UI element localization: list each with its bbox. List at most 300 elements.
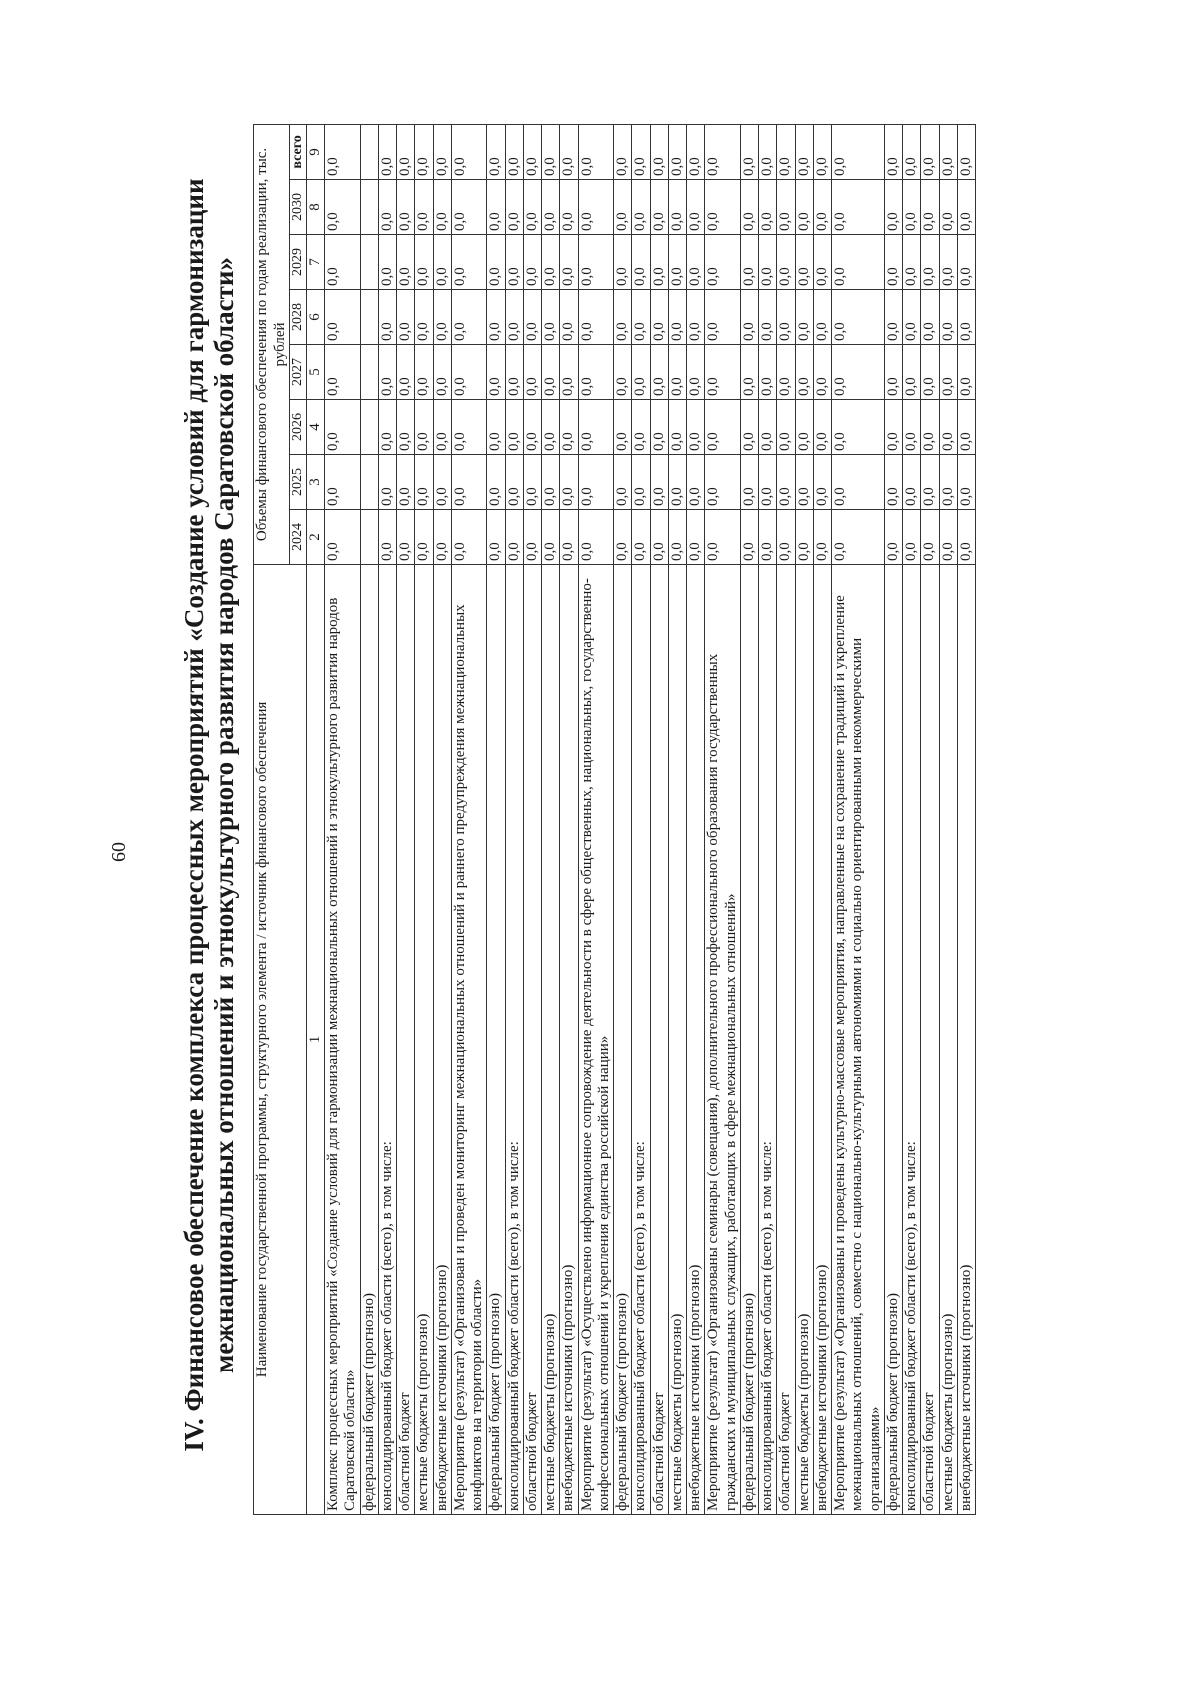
value-cell: 0,0: [378, 400, 396, 455]
row-label-cell: консолидированный бюджет области (всего), в том числе:: [903, 565, 921, 1515]
value-cell: 0,0: [903, 235, 921, 290]
value-cell: 0,0: [451, 455, 487, 510]
value-cell: 0,0: [921, 180, 939, 235]
value-cell: 0,0: [560, 345, 578, 400]
value-cell: 0,0: [740, 235, 758, 290]
value-cell: 0,0: [705, 124, 741, 179]
value-cell: 0,0: [777, 400, 795, 455]
value-cell: 0,0: [614, 400, 632, 455]
page-number: 60: [108, 842, 130, 862]
value-cell: 0,0: [832, 290, 885, 345]
value-cell: 0,0: [487, 290, 505, 345]
value-cell: 0,0: [884, 124, 902, 179]
value-cell: 0,0: [813, 400, 831, 455]
table-row: [939, 124, 957, 1514]
value-cell: 0,0: [884, 510, 902, 565]
value-cell: 0,0: [397, 345, 415, 400]
value-cell: 0,0: [650, 235, 668, 290]
value-cell: 0,0: [740, 180, 758, 235]
row-label-cell: областной бюджет: [397, 565, 415, 1515]
value-cell: 0,0: [560, 510, 578, 565]
value-cell: 0,0: [650, 290, 668, 345]
value-cell: 0,0: [921, 455, 939, 510]
value-cell: 0,0: [487, 345, 505, 400]
value-cell: 0,0: [705, 345, 741, 400]
value-cell: 0,0: [957, 180, 975, 235]
value-cell: 0,0: [939, 180, 957, 235]
value-cell: 0,0: [325, 345, 361, 400]
value-cell: 0,0: [451, 124, 487, 179]
value-cell: 0,0: [614, 345, 632, 400]
value-cell: 0,0: [614, 455, 632, 510]
table-row: [903, 124, 921, 1514]
value-cell: 0,0: [921, 235, 939, 290]
column-number-cell: 3: [306, 455, 324, 510]
value-cell: 0,0: [939, 400, 957, 455]
value-cell: 0,0: [957, 235, 975, 290]
value-cell: 0,0: [505, 455, 523, 510]
value-cell: 0,0: [687, 124, 705, 179]
value-cell: 0,0: [397, 290, 415, 345]
value-cell: 0,0: [795, 235, 813, 290]
value-cell: 0,0: [921, 124, 939, 179]
value-cell: 0,0: [650, 400, 668, 455]
value-cell: 0,0: [903, 124, 921, 179]
value-cell: 0,0: [487, 180, 505, 235]
table-row: [505, 124, 523, 1514]
row-label-cell: Мероприятие (результат) «Организованы и проведены культурно-массовые мероприятия, направленные на сохранение традиций и укрепление межнациональных отношений, совместно с национально-культурными автономиями и социально ориентированными некоммерческими организациями»: [832, 565, 885, 1515]
value-cell: 0,0: [705, 455, 741, 510]
value-cell: 0,0: [668, 455, 686, 510]
value-cell: 0,0: [523, 235, 541, 290]
value-cell: 0,0: [813, 235, 831, 290]
value-cell: 0,0: [415, 455, 433, 510]
year-header-cell: 2025: [289, 455, 306, 510]
value-cell: 0,0: [832, 400, 885, 455]
section-title-line-2: межнациональных отношений и этнокультурного развития народов Саратовской области»: [208, 257, 239, 1373]
value-cell: 0,0: [813, 345, 831, 400]
value-cell: 0,0: [415, 510, 433, 565]
year-header-cell: 2027: [289, 345, 306, 400]
value-cell: 0,0: [957, 455, 975, 510]
row-label-cell: консолидированный бюджет области (всего), в том числе:: [632, 565, 650, 1515]
value-cell: 0,0: [813, 455, 831, 510]
column-number-row: [306, 124, 324, 1514]
row-label-cell: Мероприятие (результат) «Организован и проведен мониторинг межнациональных отношений и раннего предупреждения межнациональных конфликтов на территории области»: [451, 565, 487, 1515]
table-row: [325, 124, 361, 1514]
value-cell: [360, 290, 378, 345]
row-label-cell: местные бюджеты (прогнозно): [542, 565, 560, 1515]
value-cell: 0,0: [687, 235, 705, 290]
value-cell: 0,0: [560, 180, 578, 235]
value-cell: 0,0: [487, 400, 505, 455]
value-cell: 0,0: [740, 510, 758, 565]
value-cell: 0,0: [378, 510, 396, 565]
value-cell: 0,0: [740, 290, 758, 345]
value-cell: 0,0: [740, 455, 758, 510]
value-cell: 0,0: [505, 290, 523, 345]
value-cell: 0,0: [650, 180, 668, 235]
value-cell: 0,0: [560, 455, 578, 510]
row-label-cell: местные бюджеты (прогнозно): [415, 565, 433, 1515]
row-label-cell: областной бюджет: [777, 565, 795, 1515]
value-cell: 0,0: [668, 235, 686, 290]
value-cell: 0,0: [884, 400, 902, 455]
row-label-cell: консолидированный бюджет области (всего), в том числе:: [759, 565, 777, 1515]
value-cell: 0,0: [795, 124, 813, 179]
value-cell: 0,0: [433, 400, 451, 455]
value-cell: 0,0: [542, 180, 560, 235]
value-cell: 0,0: [687, 400, 705, 455]
value-cell: 0,0: [705, 290, 741, 345]
row-label-cell: федеральный бюджет (прогнозно): [740, 565, 758, 1515]
column-number-cell: 5: [306, 345, 324, 400]
value-cell: [360, 455, 378, 510]
value-cell: 0,0: [795, 180, 813, 235]
value-cell: 0,0: [415, 180, 433, 235]
value-cell: 0,0: [397, 400, 415, 455]
value-cell: 0,0: [939, 455, 957, 510]
value-cell: 0,0: [523, 290, 541, 345]
value-cell: 0,0: [560, 124, 578, 179]
value-cell: 0,0: [759, 455, 777, 510]
value-cell: 0,0: [325, 400, 361, 455]
value-cell: 0,0: [705, 180, 741, 235]
value-cell: 0,0: [523, 124, 541, 179]
value-cell: 0,0: [903, 400, 921, 455]
value-cell: 0,0: [523, 180, 541, 235]
value-cell: 0,0: [957, 124, 975, 179]
table-row: [415, 124, 433, 1514]
value-cell: 0,0: [397, 124, 415, 179]
table-row: [687, 124, 705, 1514]
row-label-cell: внебюджетные источники (прогнозно): [560, 565, 578, 1515]
value-cell: 0,0: [832, 235, 885, 290]
table-row: [578, 124, 614, 1514]
value-cell: 0,0: [832, 455, 885, 510]
value-cell: 0,0: [378, 124, 396, 179]
value-cell: 0,0: [813, 510, 831, 565]
value-cell: 0,0: [505, 124, 523, 179]
table-row: [957, 124, 975, 1514]
table-row: [832, 124, 885, 1514]
value-cell: 0,0: [921, 510, 939, 565]
section-title: [180, 125, 239, 1515]
value-cell: 0,0: [668, 345, 686, 400]
value-cell: 0,0: [668, 180, 686, 235]
value-cell: 0,0: [832, 510, 885, 565]
value-cell: 0,0: [740, 400, 758, 455]
row-label-cell: Мероприятие (результат) «Осуществлено информационное сопровождение деятельности в сфере общественных, национальных, государственно-конфессиональных отношений и укрепления единства российской нации»: [578, 565, 614, 1515]
value-cell: 0,0: [505, 235, 523, 290]
row-label-cell: местные бюджеты (прогнозно): [795, 565, 813, 1515]
value-cell: 0,0: [415, 235, 433, 290]
value-cell: 0,0: [505, 180, 523, 235]
value-cell: 0,0: [777, 235, 795, 290]
column-number-cell: 2: [306, 510, 324, 565]
value-cell: 0,0: [632, 345, 650, 400]
value-cell: 0,0: [632, 290, 650, 345]
value-cell: 0,0: [325, 455, 361, 510]
value-cell: 0,0: [759, 345, 777, 400]
row-label-cell: Мероприятие (результат) «Организованы семинары (совещания), дополнительного профессионального образования государственных гражданских и муниципальных служащих, работающих в сфере межнациональных отношений»: [705, 565, 741, 1515]
value-cell: 0,0: [777, 455, 795, 510]
value-cell: 0,0: [542, 400, 560, 455]
value-cell: 0,0: [415, 400, 433, 455]
value-cell: [360, 235, 378, 290]
value-cell: 0,0: [433, 510, 451, 565]
header-volumes-cell: Объемы финансового обеспечения по годам реализации, тыс. рублей: [254, 124, 290, 564]
value-cell: 0,0: [668, 510, 686, 565]
table-row: [433, 124, 451, 1514]
row-label-cell: федеральный бюджет (прогнозно): [487, 565, 505, 1515]
value-cell: 0,0: [687, 455, 705, 510]
value-cell: 0,0: [939, 235, 957, 290]
value-cell: 0,0: [777, 290, 795, 345]
value-cell: 0,0: [740, 124, 758, 179]
table-row: [759, 124, 777, 1514]
value-cell: 0,0: [777, 180, 795, 235]
value-cell: 0,0: [705, 235, 741, 290]
column-number-cell: 8: [306, 180, 324, 235]
row-label-cell: областной бюджет: [921, 565, 939, 1515]
value-cell: 0,0: [813, 180, 831, 235]
value-cell: 0,0: [578, 345, 614, 400]
value-cell: 0,0: [921, 345, 939, 400]
value-cell: 0,0: [939, 510, 957, 565]
table-row: [451, 124, 487, 1514]
value-cell: 0,0: [939, 345, 957, 400]
value-cell: 0,0: [650, 455, 668, 510]
value-cell: 0,0: [650, 510, 668, 565]
value-cell: [360, 510, 378, 565]
value-cell: 0,0: [884, 455, 902, 510]
year-header-cell: 2024: [289, 510, 306, 565]
value-cell: 0,0: [560, 400, 578, 455]
value-cell: 0,0: [451, 180, 487, 235]
value-cell: 0,0: [487, 510, 505, 565]
value-cell: 0,0: [325, 235, 361, 290]
row-label-cell: консолидированный бюджет области (всего), в том числе:: [505, 565, 523, 1515]
value-cell: 0,0: [777, 510, 795, 565]
value-cell: 0,0: [903, 290, 921, 345]
value-cell: 0,0: [378, 235, 396, 290]
table-row: [921, 124, 939, 1514]
value-cell: 0,0: [542, 235, 560, 290]
value-cell: 0,0: [903, 510, 921, 565]
value-cell: 0,0: [759, 510, 777, 565]
value-cell: 0,0: [614, 235, 632, 290]
value-cell: 0,0: [813, 124, 831, 179]
value-cell: 0,0: [560, 290, 578, 345]
value-cell: 0,0: [325, 180, 361, 235]
value-cell: 0,0: [505, 400, 523, 455]
value-cell: 0,0: [740, 345, 758, 400]
value-cell: 0,0: [832, 124, 885, 179]
year-header-cell: 2028: [289, 290, 306, 345]
table-row: [397, 124, 415, 1514]
value-cell: 0,0: [523, 400, 541, 455]
table-row: [740, 124, 758, 1514]
value-cell: 0,0: [542, 455, 560, 510]
value-cell: 0,0: [451, 345, 487, 400]
value-cell: 0,0: [433, 124, 451, 179]
value-cell: 0,0: [759, 400, 777, 455]
column-number-cell: 7: [306, 235, 324, 290]
row-label-cell: федеральный бюджет (прогнозно): [614, 565, 632, 1515]
row-label-cell: областной бюджет: [523, 565, 541, 1515]
value-cell: 0,0: [433, 235, 451, 290]
value-cell: 0,0: [542, 290, 560, 345]
value-cell: 0,0: [433, 455, 451, 510]
value-cell: 0,0: [632, 180, 650, 235]
value-cell: 0,0: [650, 124, 668, 179]
value-cell: 0,0: [632, 235, 650, 290]
row-label-cell: федеральный бюджет (прогнозно): [884, 565, 902, 1515]
value-cell: 0,0: [378, 180, 396, 235]
financing-table: [253, 124, 976, 1515]
value-cell: 0,0: [795, 455, 813, 510]
value-cell: 0,0: [777, 124, 795, 179]
value-cell: 0,0: [523, 345, 541, 400]
value-cell: 0,0: [795, 345, 813, 400]
row-label-cell: внебюджетные источники (прогнозно): [433, 565, 451, 1515]
value-cell: 0,0: [397, 510, 415, 565]
value-cell: 0,0: [415, 124, 433, 179]
value-cell: [360, 180, 378, 235]
row-label-cell: Комплекс процессных мероприятий «Создание условий для гармонизации межнациональных отношений и этнокультурного развития народов Саратовской области»: [325, 565, 361, 1515]
value-cell: 0,0: [397, 235, 415, 290]
row-label-cell: местные бюджеты (прогнозно): [668, 565, 686, 1515]
year-header-cell: всего: [289, 124, 306, 179]
table-row: [542, 124, 560, 1514]
value-cell: 0,0: [921, 400, 939, 455]
row-label-cell: областной бюджет: [650, 565, 668, 1515]
value-cell: 0,0: [813, 290, 831, 345]
value-cell: 0,0: [578, 124, 614, 179]
table-row: [632, 124, 650, 1514]
value-cell: 0,0: [777, 345, 795, 400]
row-label-cell: консолидированный бюджет области (всего), в том числе:: [378, 565, 396, 1515]
value-cell: 0,0: [578, 180, 614, 235]
value-cell: 0,0: [560, 235, 578, 290]
value-cell: 0,0: [578, 455, 614, 510]
value-cell: 0,0: [939, 290, 957, 345]
value-cell: 0,0: [614, 290, 632, 345]
value-cell: 0,0: [578, 290, 614, 345]
value-cell: 0,0: [884, 180, 902, 235]
value-cell: 0,0: [397, 455, 415, 510]
value-cell: 0,0: [415, 345, 433, 400]
value-cell: 0,0: [957, 290, 975, 345]
table-row: [378, 124, 396, 1514]
value-cell: [360, 400, 378, 455]
header-name-cell: Наименование государственной программы, структурного элемента / источник финансового обеспечения: [254, 565, 307, 1515]
column-number-cell: 9: [306, 124, 324, 179]
value-cell: 0,0: [957, 510, 975, 565]
value-cell: 0,0: [668, 290, 686, 345]
value-cell: 0,0: [614, 510, 632, 565]
value-cell: 0,0: [487, 455, 505, 510]
value-cell: 0,0: [759, 290, 777, 345]
value-cell: 0,0: [542, 345, 560, 400]
value-cell: 0,0: [451, 400, 487, 455]
table-row: [523, 124, 541, 1514]
value-cell: 0,0: [759, 180, 777, 235]
table-row: [360, 124, 378, 1514]
value-cell: 0,0: [578, 510, 614, 565]
value-cell: 0,0: [832, 180, 885, 235]
rotated-page-content: [180, 125, 976, 1515]
row-label-cell: внебюджетные источники (прогнозно): [813, 565, 831, 1515]
table-row: [614, 124, 632, 1514]
value-cell: 0,0: [415, 290, 433, 345]
table-row: [795, 124, 813, 1514]
value-cell: 0,0: [884, 235, 902, 290]
value-cell: 0,0: [939, 124, 957, 179]
value-cell: 0,0: [487, 124, 505, 179]
value-cell: 0,0: [668, 124, 686, 179]
value-cell: 0,0: [487, 235, 505, 290]
value-cell: 0,0: [705, 400, 741, 455]
value-cell: 0,0: [884, 345, 902, 400]
table-row: [650, 124, 668, 1514]
value-cell: 0,0: [903, 345, 921, 400]
value-cell: 0,0: [542, 124, 560, 179]
value-cell: 0,0: [632, 455, 650, 510]
value-cell: 0,0: [795, 510, 813, 565]
value-cell: [360, 124, 378, 179]
row-label-cell: внебюджетные источники (прогнозно): [687, 565, 705, 1515]
table-row: [560, 124, 578, 1514]
value-cell: 0,0: [378, 345, 396, 400]
table-body: [306, 124, 975, 1514]
value-cell: 0,0: [325, 290, 361, 345]
table-row: [777, 124, 795, 1514]
value-cell: 0,0: [542, 510, 560, 565]
value-cell: 0,0: [903, 455, 921, 510]
value-cell: 0,0: [957, 345, 975, 400]
value-cell: 0,0: [632, 400, 650, 455]
column-number-cell: 6: [306, 290, 324, 345]
value-cell: 0,0: [759, 235, 777, 290]
value-cell: 0,0: [632, 124, 650, 179]
value-cell: 0,0: [632, 510, 650, 565]
row-label-cell: внебюджетные источники (прогнозно): [957, 565, 975, 1515]
year-header-cell: 2030: [289, 180, 306, 235]
value-cell: 0,0: [795, 290, 813, 345]
value-cell: 0,0: [687, 180, 705, 235]
value-cell: 0,0: [433, 180, 451, 235]
value-cell: 0,0: [687, 510, 705, 565]
section-title-line-1: IV. Финансовое обеспечение комплекса процессных мероприятий «Создание условий для гармонизации: [179, 178, 209, 1452]
value-cell: 0,0: [614, 180, 632, 235]
table-row: [813, 124, 831, 1514]
table-row: [668, 124, 686, 1514]
table-row: [884, 124, 902, 1514]
column-number-cell: 4: [306, 400, 324, 455]
value-cell: 0,0: [650, 345, 668, 400]
value-cell: 0,0: [957, 400, 975, 455]
value-cell: 0,0: [433, 290, 451, 345]
value-cell: 0,0: [451, 510, 487, 565]
row-label-cell: федеральный бюджет (прогнозно): [360, 565, 378, 1515]
value-cell: 0,0: [759, 124, 777, 179]
value-cell: 0,0: [523, 510, 541, 565]
value-cell: 0,0: [378, 455, 396, 510]
value-cell: 0,0: [378, 290, 396, 345]
value-cell: 0,0: [451, 235, 487, 290]
